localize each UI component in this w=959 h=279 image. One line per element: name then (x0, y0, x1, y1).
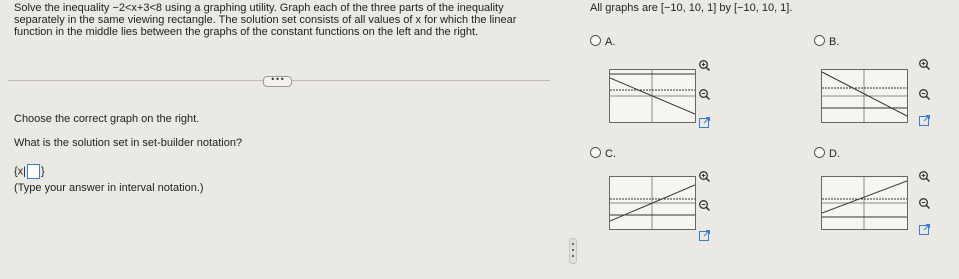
zoom-out-icon[interactable] (698, 88, 711, 101)
option-label: C. (605, 148, 616, 160)
graph-b (821, 69, 908, 123)
zoom-out-icon[interactable] (918, 88, 931, 101)
graphs-window-note: All graphs are [−10, 10, 1] by [−10, 10, 1]. (590, 2, 793, 14)
radio-button[interactable] (814, 35, 825, 46)
zoom-in-icon[interactable] (698, 59, 711, 72)
expand-icon[interactable] (918, 223, 931, 236)
zoom-out-icon[interactable] (918, 197, 931, 210)
choose-graph-prompt: Choose the correct graph on the right. (14, 113, 200, 125)
radio-button[interactable] (590, 147, 601, 158)
graph-c (609, 176, 696, 230)
answer-input[interactable] (27, 164, 40, 179)
graph-d (821, 176, 908, 230)
solution-set-prompt: What is the solution set in set-builder notation? (14, 137, 243, 149)
option-d[interactable] (814, 147, 840, 160)
zoom-in-icon[interactable] (918, 58, 931, 71)
answer-options-panel (590, 0, 959, 279)
radio-button[interactable] (590, 35, 601, 46)
question-text: Solve the inequality −2<x+3<8 using a graphing utility. Graph each of the three parts of the inequality separately in the same viewing rectangle. The solution set consists of all values of x for which the linear function in the middle lies between the graphs of the constant functions on the left and the right. (14, 2, 517, 38)
scroll-handle[interactable] (569, 238, 577, 264)
set-suffix: } (41, 165, 45, 178)
zoom-in-icon[interactable] (918, 170, 931, 183)
option-label: A. (605, 36, 616, 48)
radio-button[interactable] (814, 147, 825, 158)
option-b[interactable] (814, 35, 839, 48)
set-builder-answer (14, 164, 45, 179)
option-label: D. (829, 148, 840, 160)
expand-icon[interactable] (698, 116, 711, 129)
zoom-out-icon[interactable] (698, 199, 711, 212)
expand-icon[interactable] (698, 229, 711, 242)
option-label: B. (829, 36, 840, 48)
format-hint: (Type your answer in interval notation.) (14, 182, 204, 194)
option-a[interactable] (590, 35, 615, 48)
graph-a (609, 69, 696, 123)
zoom-in-icon[interactable] (698, 170, 711, 183)
option-c[interactable] (590, 147, 616, 160)
expand-icon[interactable] (918, 114, 931, 127)
more-button[interactable]: ••• (263, 76, 292, 87)
set-prefix: {x| (14, 165, 27, 178)
